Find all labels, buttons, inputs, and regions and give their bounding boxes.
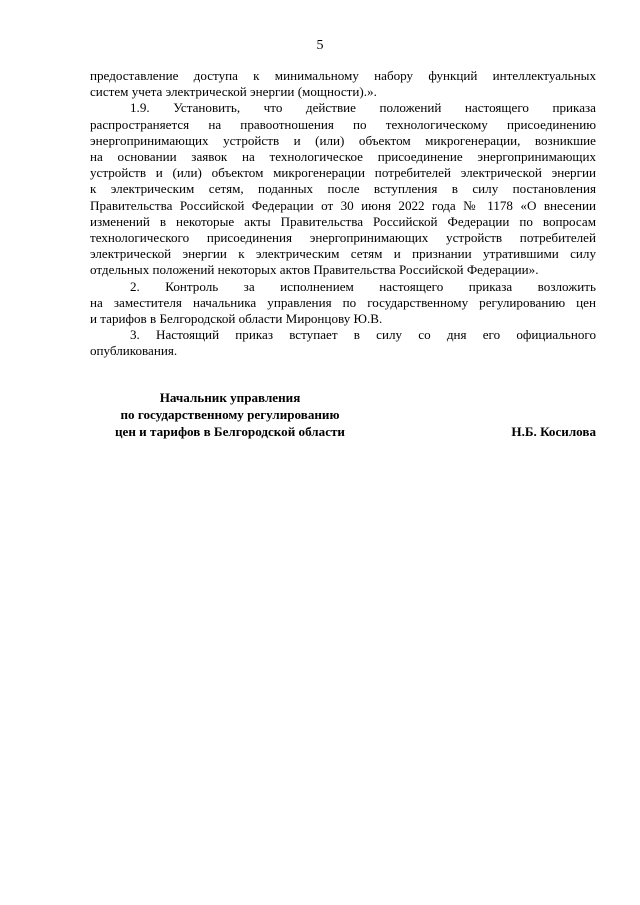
paragraph-continuation [90, 68, 596, 100]
text-line: к электрическим сетям, поданных после вступления в силу постановления [90, 181, 596, 197]
text-line: устройств и (или) объектом микрогенерации потребителей электрической энергии [90, 165, 596, 181]
signature-block [90, 389, 596, 440]
text-line: опубликования. [90, 343, 178, 359]
paragraph-1-9 [90, 100, 596, 278]
text-line: и тарифов в Белгородской области Миронцову Ю.В. [90, 311, 383, 327]
text-line: изменений в некоторые акты Правительства Российской Федерации по вопросам [90, 213, 596, 229]
paragraph-2 [90, 279, 596, 328]
text-line: на основании заявок на технологическое присоединение энергопринимающих [90, 149, 596, 165]
text-line: технологического присоединения энергопринимающих устройств потребителей [90, 230, 596, 246]
text-line: систем учета электрической энергии (мощности).». [90, 84, 377, 100]
text-line: распространяется на правоотношения по технологическому присоединению [90, 116, 596, 132]
text-line: 3. Настоящий приказ вступает в силу со дня его официального [130, 327, 596, 343]
text-line: энергопринимающих устройств и (или) объектом микрогенерации, возникшие [90, 132, 596, 148]
text-line: 2. Контроль за исполнением настоящего приказа возложить [130, 278, 596, 294]
text-line: отдельных положений некоторых актов Правительства Российской Федерации». [90, 262, 539, 278]
signatory-position-line: по государственному регулированию [120, 407, 340, 422]
paragraph-3 [90, 327, 596, 359]
signatory-position-line: цен и тарифов в Белгородской области [115, 424, 345, 439]
text-line: предоставление доступа к минимальному набору функций интеллектуальных [90, 68, 596, 83]
text-line: 1.9. Установить, что действие положений настоящего приказа [130, 100, 596, 116]
text-line: электрической энергии к электрическим сетям и признании утратившими силу [90, 246, 596, 262]
page-number: 5 [316, 38, 324, 53]
signatory-name: Н.Б. Косилова [511, 424, 596, 439]
text-line: на заместителя начальника управления по государственному регулированию цен [90, 294, 596, 310]
signatory-position [90, 389, 370, 440]
document-body [90, 68, 596, 360]
signatory-position-line: Начальник управления [159, 390, 301, 405]
text-line: Правительства Российской Федерации от 30 июня 2022 года № 1178 «О внесении [90, 197, 596, 213]
